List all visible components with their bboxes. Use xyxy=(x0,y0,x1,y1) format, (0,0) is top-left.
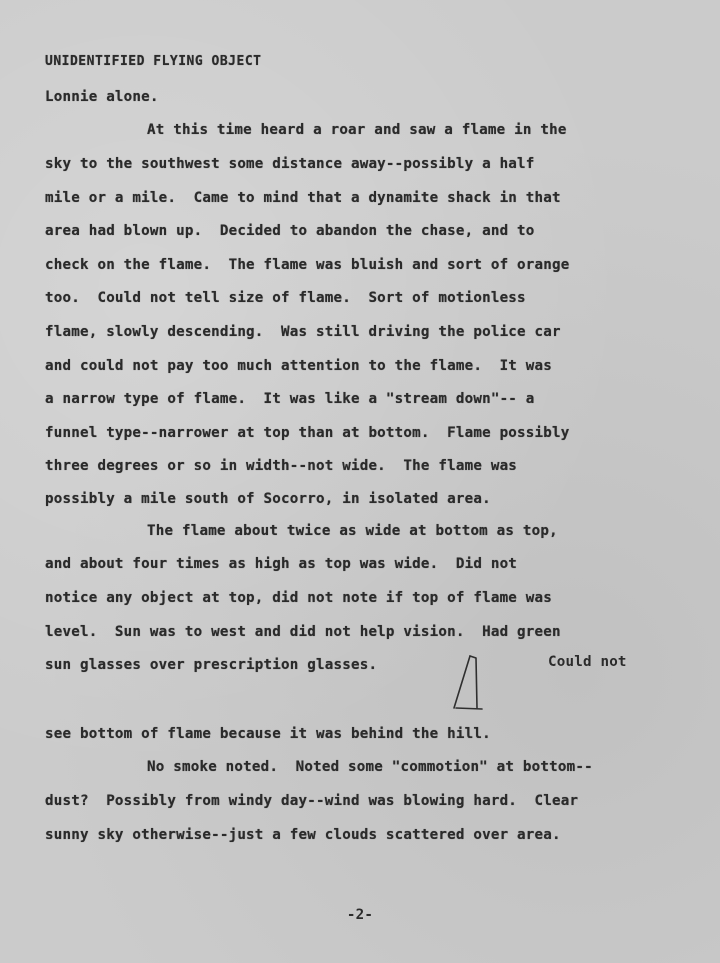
text-line: sun glasses over prescription glasses. xyxy=(45,657,378,673)
flame-sketch-drawing xyxy=(440,652,490,714)
text-line: No smoke noted. Noted some "commotion" at bottom-- xyxy=(147,759,593,775)
page-number: -2- xyxy=(346,907,374,923)
text-line: and could not pay too much attention to the flame. It was xyxy=(45,358,553,374)
text-line: Could not xyxy=(548,654,627,670)
text-line: The flame about twice as wide at bottom as top, xyxy=(147,523,558,539)
text-line: sunny sky otherwise--just a few clouds scattered over area. xyxy=(45,827,561,843)
text-line: too. Could not tell size of flame. Sort of motionless xyxy=(45,290,526,306)
text-line: three degrees or so in width--not wide. The flame was xyxy=(45,458,518,474)
text-line: and about four times as high as top was wide. Did not xyxy=(45,556,518,572)
text-line: mile or a mile. Came to mind that a dynamite shack in that xyxy=(45,190,561,206)
text-line: see bottom of flame because it was behind the hill. xyxy=(45,726,491,742)
text-line: check on the flame. The flame was bluish and sort of orange xyxy=(45,257,570,273)
document-header: UNIDENTIFIED FLYING OBJECT xyxy=(45,54,262,69)
text-line: At this time heard a roar and saw a flame in the xyxy=(147,122,567,138)
text-line: sky to the southwest some distance away--possibly a half xyxy=(45,156,535,172)
text-line: flame, slowly descending. Was still driving the police car xyxy=(45,324,561,340)
text-line: level. Sun was to west and did not help vision. Had green xyxy=(45,624,561,640)
text-line: area had blown up. Decided to abandon the chase, and to xyxy=(45,223,535,239)
text-line: Lonnie alone. xyxy=(45,89,159,105)
text-line: dust? Possibly from windy day--wind was blowing hard. Clear xyxy=(45,793,579,809)
text-line: notice any object at top, did not note if top of flame was xyxy=(45,590,553,606)
text-line: a narrow type of flame. It was like a "stream down"-- a xyxy=(45,391,535,407)
text-line: funnel type--narrower at top than at bottom. Flame possibly xyxy=(45,425,570,441)
text-line: possibly a mile south of Socorro, in isolated area. xyxy=(45,491,491,507)
